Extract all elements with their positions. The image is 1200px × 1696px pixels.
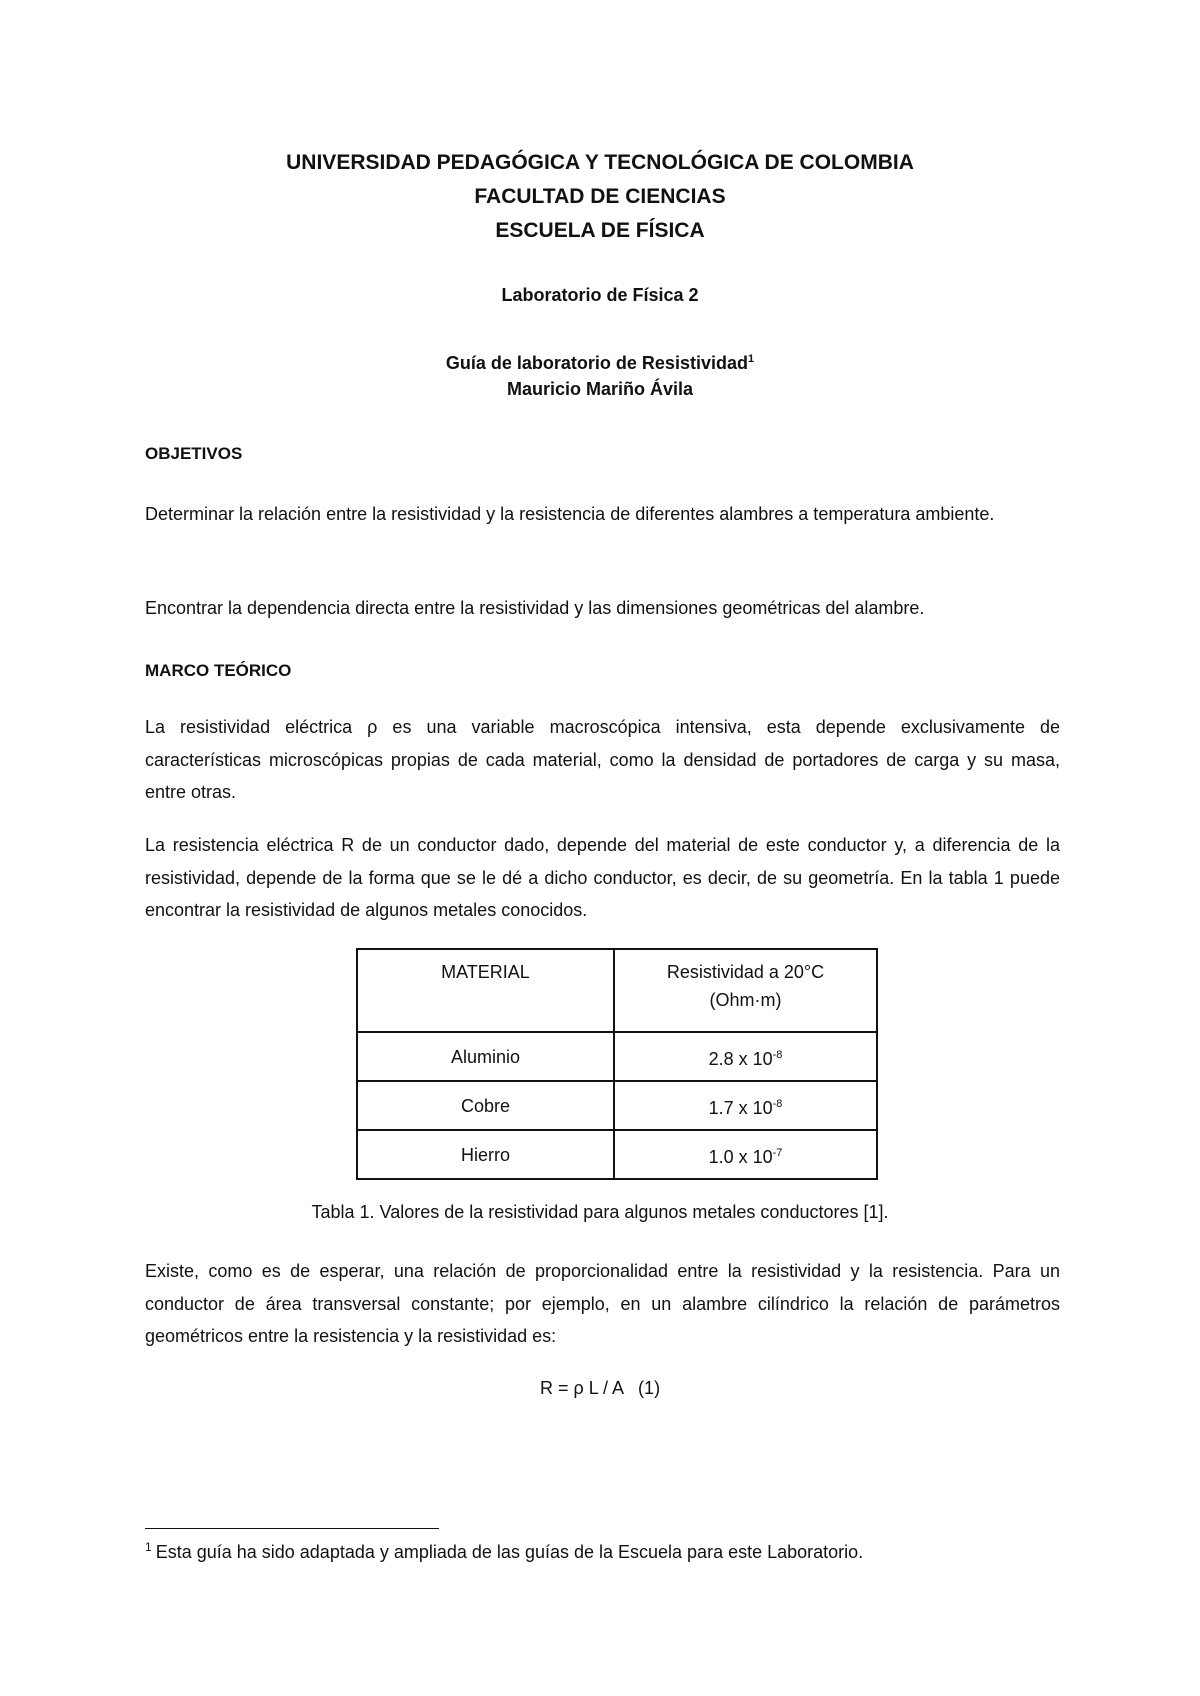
resistivity-exponent: -7 <box>772 1146 783 1159</box>
resistivity-mantissa: 2.8 x 10 <box>708 1048 773 1069</box>
course-title: Laboratorio de Física 2 <box>501 285 699 305</box>
theory-heading: MARCO TEÓRICO <box>145 661 292 680</box>
resistivity-exponent: -8 <box>772 1097 783 1110</box>
theory-paragraph-2: La resistencia eléctrica R de un conductor dado, depende del material de este conductor y, a diferencia de la resistividad, depende de la forma que se le dé a dicho conductor, es decir, de su geometría. En la tabla 1 puede encontrar la resistividad de algunos metales conocidos. <box>145 835 1060 920</box>
university-name: UNIVERSIDAD PEDAGÓGICA Y TECNOLÓGICA DE COLOMBIA <box>286 151 914 174</box>
table-cell-resistivity <box>614 1130 877 1179</box>
footnote <box>145 1540 863 1563</box>
resistivity-exponent: -8 <box>772 1048 783 1061</box>
table-row <box>357 1081 877 1130</box>
objectives-heading: OBJETIVOS <box>145 444 243 463</box>
header-resistivity-line1: Resistividad a 20°C <box>666 962 825 982</box>
table-header-row <box>357 949 877 1032</box>
guide-title <box>0 344 1200 378</box>
author-name: Mauricio Mariño Ávila <box>506 379 694 399</box>
footnote-divider <box>145 1528 439 1529</box>
table-cell-material: Cobre <box>357 1081 614 1130</box>
theory-paragraph-1: La resistividad eléctrica ρ es una variable macroscópica intensiva, esta depende exclusivamente de características microscópicas propias de cada material, como la densidad de portadores de carga y su masa, entre otras. <box>145 717 1060 802</box>
table-cell-resistivity <box>614 1032 877 1081</box>
faculty-name: FACULTAD DE CIENCIAS <box>474 185 726 208</box>
resistivity-table <box>356 948 878 1180</box>
resistivity-mantissa: 1.0 x 10 <box>708 1146 773 1167</box>
document-header <box>0 146 1200 248</box>
proportionality-paragraph: Existe, como es de esperar, una relación de proporcionalidad entre la resistividad y la resistencia. Para un conductor de área transversal constante; por ejemplo, en un alambre cilíndrico la relación de parámetros geométricos entre la resistencia y la resistividad es: <box>145 1261 1060 1346</box>
table-cell-resistivity <box>614 1081 877 1130</box>
header-resistivity-line2: (Ohm·m) <box>709 990 782 1010</box>
equation-1: R = ρ L / A (1) <box>539 1378 661 1398</box>
table-row <box>357 1032 877 1081</box>
guide-title-footnote-mark: 1 <box>747 353 755 365</box>
table-cell-material: Hierro <box>357 1130 614 1179</box>
table-cell-material: Aluminio <box>357 1032 614 1081</box>
table-caption: Tabla 1. Valores de la resistividad para algunos metales conductores [1]. <box>311 1202 889 1222</box>
footnote-text: Esta guía ha sido adaptada y ampliada de las guías de la Escuela para este Laboratorio. <box>155 1542 864 1562</box>
footnote-mark: 1 <box>145 1540 152 1554</box>
table-row <box>357 1130 877 1179</box>
header-resistivity <box>614 949 877 1032</box>
header-material: MATERIAL <box>357 949 614 1032</box>
objective-2: Encontrar la dependencia directa entre la resistividad y las dimensiones geométricas del alambre. <box>145 598 925 618</box>
guide-title-text: Guía de laboratorio de Resistividad <box>445 353 748 373</box>
school-name: ESCUELA DE FÍSICA <box>495 219 705 242</box>
resistivity-mantissa: 1.7 x 10 <box>708 1097 773 1118</box>
objective-1: Determinar la relación entre la resistividad y la resistencia de diferentes alambres a temperatura ambiente. <box>145 504 995 524</box>
